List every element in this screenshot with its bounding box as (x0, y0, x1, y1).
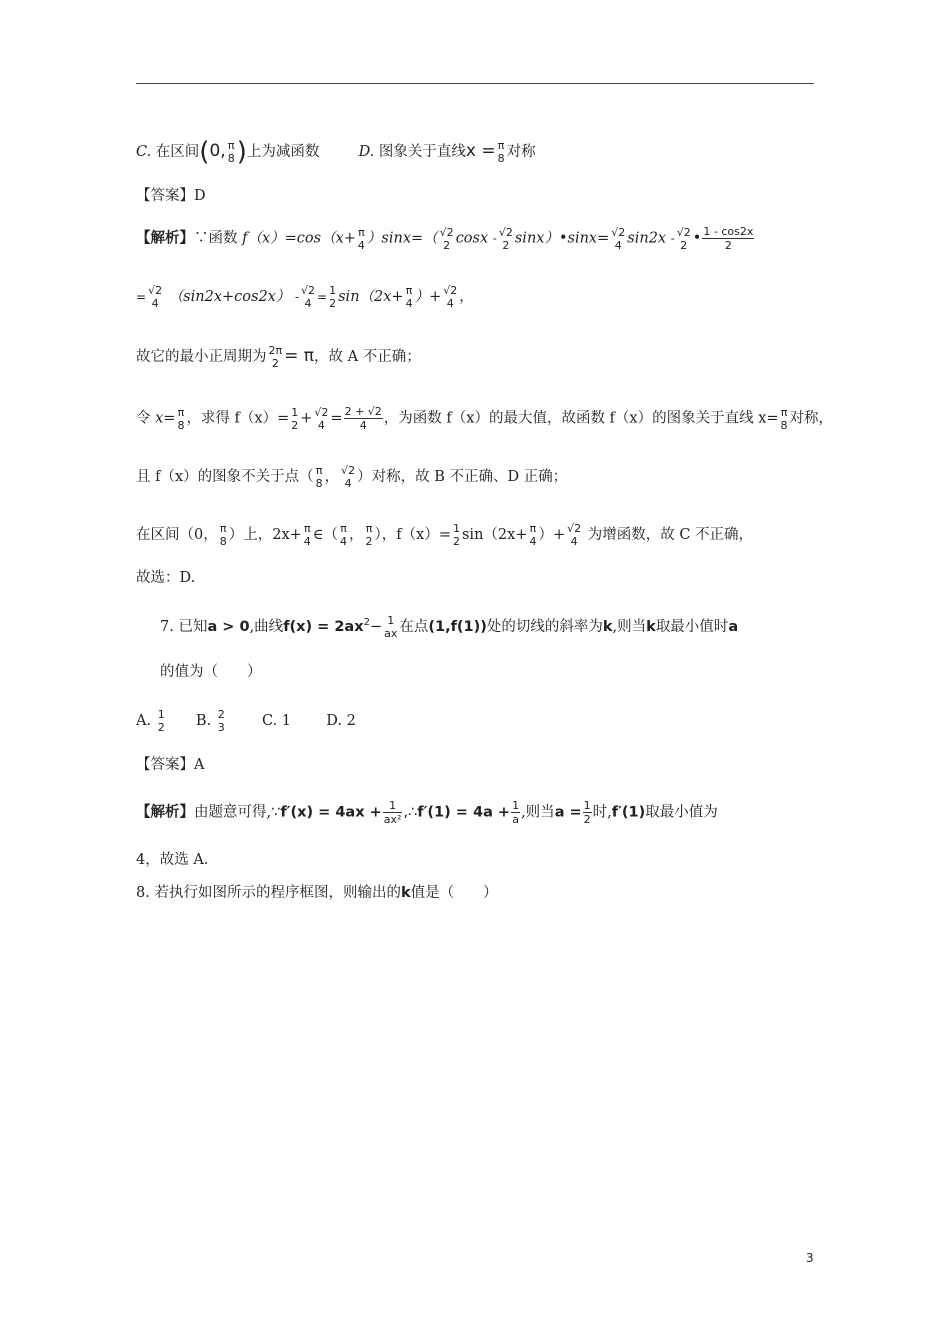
text: ,则当 (521, 804, 555, 821)
fraction: $\frac{1 - \cos 2x}{2}$ (703, 225, 754, 252)
math-sup: 2 (363, 617, 370, 628)
header-rule (136, 83, 814, 84)
text: 为增函数，故 C 不正确， (583, 527, 754, 543)
question-7 (160, 613, 738, 640)
question-7-line-2: 的值为（ ） (160, 664, 262, 680)
math: a (728, 618, 739, 635)
analysis-line-1 (136, 225, 755, 252)
text: ，为函数 f（x）的最大值，故函数 f（x）的图象关于直线 x= (383, 410, 779, 427)
open-paren: ( (199, 137, 210, 167)
text: = π (284, 346, 315, 366)
text: sin（2x+ (461, 527, 528, 543)
option-b-label: B. (195, 713, 212, 729)
fraction: $\frac{1}{\text{ax²}}$ (383, 799, 402, 826)
text: 且 f（x）的图象不关于点（ (136, 469, 314, 485)
fraction: 1 2 (291, 405, 299, 432)
text: 对称， (789, 410, 834, 427)
fraction: √2 4 (314, 405, 329, 432)
fraction: 2π 2 (268, 344, 283, 370)
fraction: π 4 (303, 522, 311, 548)
analysis-line-4 (136, 405, 833, 432)
text: ， (459, 289, 474, 305)
analysis-line-2 (136, 284, 474, 310)
text: ）+ (538, 527, 566, 543)
fraction: π 8 (219, 522, 227, 548)
text: = (330, 410, 343, 427)
math: f′(1) = 4a + (417, 804, 511, 821)
fraction: 1 2 (329, 284, 337, 310)
text: = (136, 290, 147, 304)
text: ,曲线 (249, 618, 284, 635)
option-cd-line (136, 139, 536, 165)
text: ）对称，故 B 不正确、D 正确； (357, 469, 568, 485)
text: ∵ (271, 804, 281, 821)
math: − (369, 618, 383, 635)
text: sinx）•sinx= (514, 230, 610, 247)
fraction: π 4 (340, 522, 348, 548)
text: ，故 A 不正确； (314, 349, 421, 365)
math: f′(1) (611, 804, 646, 821)
math: a = (554, 804, 582, 821)
math: (1,f(1)) (428, 618, 487, 635)
text: ）+ (414, 289, 442, 305)
option-d-label: D. (358, 144, 375, 160)
text: 令 (136, 410, 156, 427)
fraction: π 8 (497, 139, 505, 165)
text: 由题意可得, (194, 804, 272, 821)
text: - (492, 231, 497, 246)
text: 在点 (399, 618, 429, 635)
fraction: $\frac{1}{a}$ (512, 799, 520, 826)
fraction: $\frac{2 + √2}{4}$ (344, 405, 382, 432)
text: ， (349, 527, 364, 543)
math: f(x) = 2ax (283, 618, 364, 635)
text: cosx (455, 230, 489, 247)
option-d-text-b: 对称 (506, 144, 536, 160)
text: 时, (592, 804, 612, 821)
analysis-label: 【解析】 (136, 803, 194, 821)
text: ）sinx=（ (366, 230, 438, 247)
text: = (317, 290, 328, 304)
text: sin2x (627, 230, 667, 247)
option-a-label: A. (136, 713, 152, 729)
fraction: π 4 (357, 225, 365, 252)
text: 取最小值时 (655, 618, 729, 635)
text: x= (155, 410, 176, 427)
analysis-7-line-2: 4，故选 A. (136, 852, 209, 868)
option-b-fraction: 2 3 (217, 708, 225, 734)
answer-label-2: 【答案】A (136, 757, 205, 773)
fraction: π 8 (177, 405, 185, 432)
text: • (692, 230, 702, 247)
fraction: √2 4 (567, 522, 582, 548)
interval-lo: 0, (209, 141, 226, 161)
options-line (136, 708, 356, 734)
option-c-text-a: 在区间 (155, 144, 200, 160)
fraction: π 4 (405, 284, 413, 310)
analysis-line-5 (136, 464, 567, 490)
fraction: π 8 (315, 464, 323, 490)
math: f′(x) = 4ax + (280, 804, 382, 821)
math: k (646, 618, 656, 635)
fraction: √2 4 (341, 464, 356, 490)
text: （sin2x+cos2x） (168, 289, 291, 305)
text: ,∴ (403, 804, 418, 821)
x-equals: x = (465, 141, 496, 161)
analysis-line-6 (136, 522, 753, 548)
option-c-text-b: 上为减函数 (246, 144, 320, 160)
fraction: √2 4 (148, 284, 163, 310)
page-number: 3 (806, 1251, 814, 1265)
text: ， (324, 469, 340, 485)
fraction: 1 ax (384, 613, 398, 640)
math: k (400, 885, 411, 901)
text: - (670, 231, 675, 246)
option-d-text-a: 图象关于直线 (378, 144, 466, 160)
fraction: π 8 (780, 405, 788, 432)
fraction: $\frac{1}{2}$ (583, 799, 591, 826)
text: 值是（ ） (410, 885, 498, 901)
fraction: π 4 (529, 522, 537, 548)
fraction: √2 2 (676, 225, 691, 252)
text: ∵函数 (194, 230, 243, 247)
option-a-fraction: 1 2 (157, 708, 165, 734)
analysis-line-3 (136, 344, 421, 370)
math: k (602, 618, 613, 635)
option-d: D. 2 (326, 713, 356, 729)
option-c: C. 1 (262, 713, 292, 729)
fraction: √2 2 (439, 225, 454, 252)
text: 7. 已知 (160, 618, 208, 635)
close-paren: ) (236, 137, 247, 167)
fraction: √2 4 (301, 284, 316, 310)
question-8 (136, 883, 498, 903)
text: ,则当 (612, 618, 647, 635)
text: 处的切线的斜率为 (486, 618, 603, 635)
analysis-7-line-1 (136, 799, 718, 826)
text: + (300, 410, 313, 427)
text: - (294, 290, 300, 304)
fraction: π 2 (365, 522, 373, 548)
math: a > 0 (207, 618, 250, 635)
text: 8. 若执行如图所示的程序框图，则输出的 (136, 885, 401, 901)
fraction: √2 4 (611, 225, 626, 252)
text: ），f（x）= (374, 527, 451, 543)
analysis-label: 【解析】 (136, 229, 194, 247)
fraction: √2 4 (443, 284, 458, 310)
conclusion-text: 故选：D. (136, 570, 196, 586)
text: ）上，2x+ (228, 527, 302, 543)
text: ∈（ (312, 527, 339, 543)
option-c-label: C. (136, 144, 152, 160)
text: 取最小值为 (645, 804, 718, 821)
answer-label: 【答案】D (136, 188, 206, 204)
text: ，求得 f（x）= (186, 410, 290, 427)
fraction: π 8 (227, 139, 235, 165)
fraction: 1 2 (452, 522, 460, 548)
fraction: √2 2 (498, 225, 513, 252)
text: f（x）=cos（x+ (242, 230, 356, 247)
text: sin（2x+ (338, 289, 404, 305)
text: 在区间（0， (136, 527, 218, 543)
text: 故它的最小正周期为 (136, 349, 267, 365)
